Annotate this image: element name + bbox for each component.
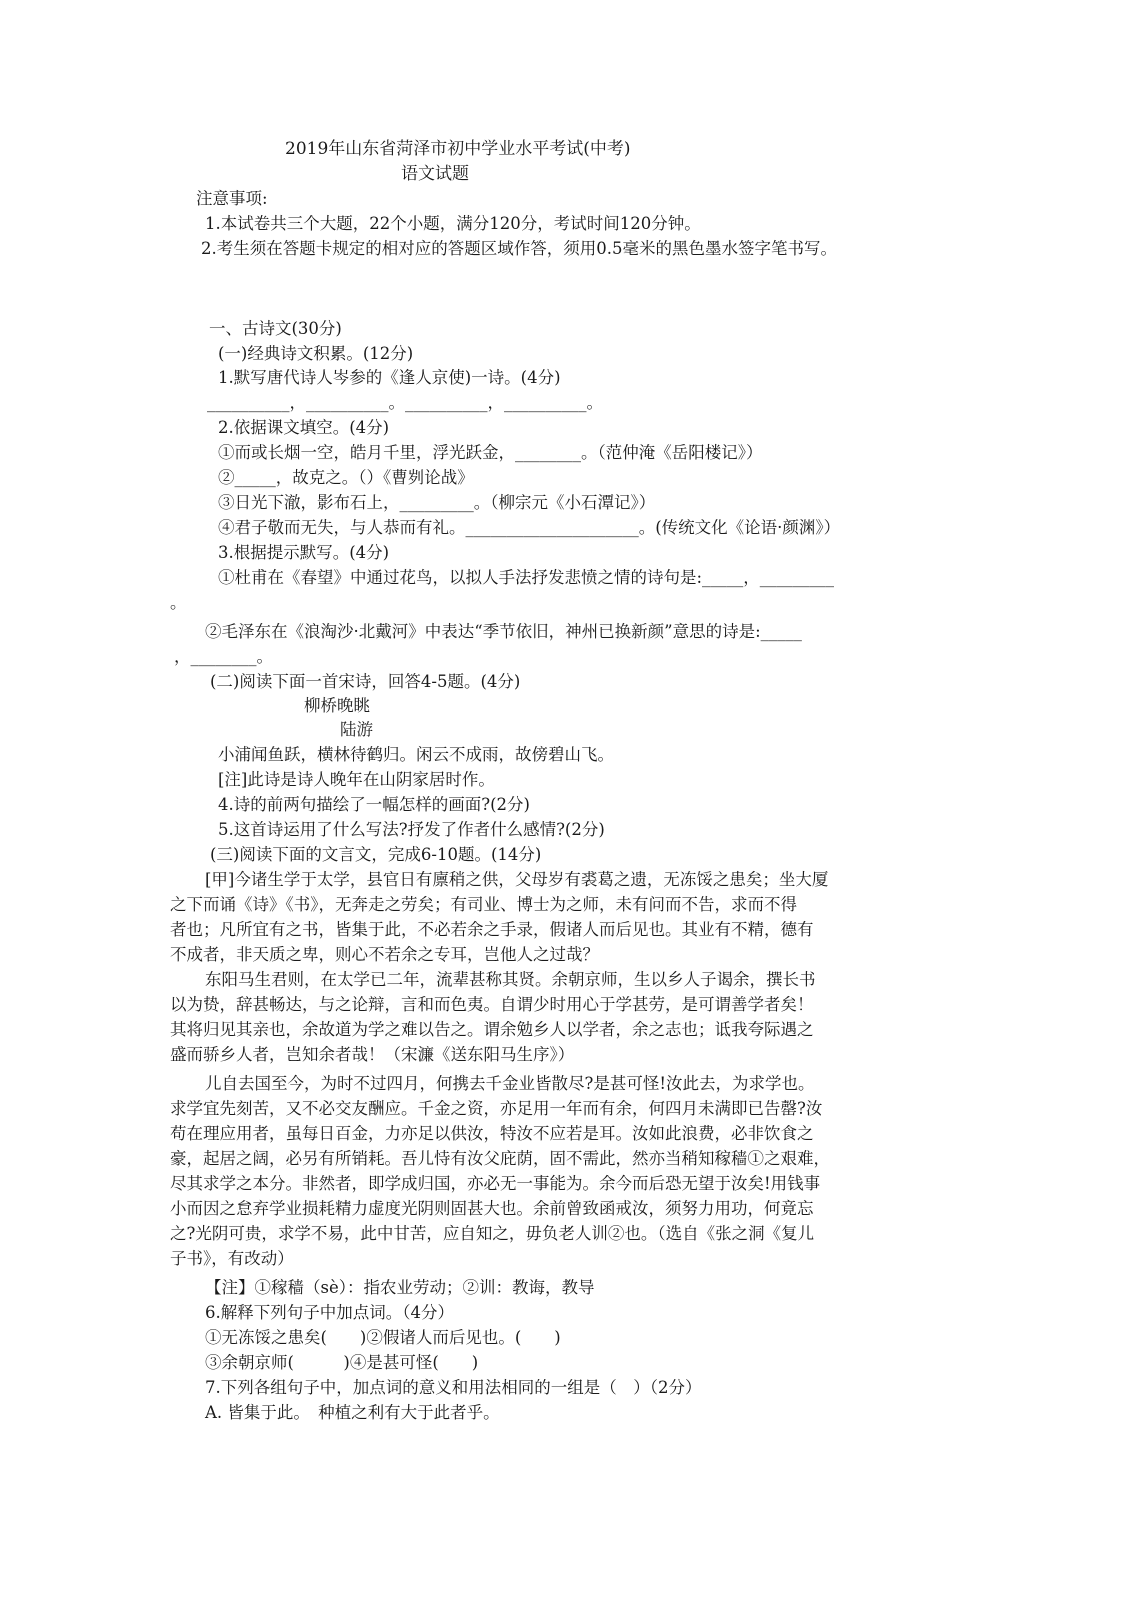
page-title: 2019年山东省菏泽市初中学业水平考试(中考) xyxy=(285,139,631,159)
question-3: 3.根据提示默写。(4分) xyxy=(218,543,390,562)
passage-notes: 【注】①稼穑（sè）：指农业劳动；②训：教诲，教导 xyxy=(205,1278,595,1297)
part-heading: (二)阅读下面一首宋诗，回答4-5题。(4分) xyxy=(210,672,521,691)
passage-line: 儿自去国至今，为时不过四月，何携去千金业皆散尽?是甚可怪!汝此去，为求学也。 xyxy=(205,1074,815,1093)
question-6-item: ③余朝京师( )④是甚可怪( ) xyxy=(205,1353,479,1372)
passage-line: 以为贽，辞甚畅达，与之论辩，言和而色夷。自谓少时用心于学甚劳，是可谓善学者矣！ xyxy=(170,995,814,1014)
notice-heading: 注意事项: xyxy=(196,189,268,208)
section-heading: 一、古诗文(30分) xyxy=(209,319,342,338)
passage-line: 之?光阴可贵，求学不易，此中甘苦，应自知之，毋负老人训②也。（选自《张之洞《复儿 xyxy=(170,1224,815,1243)
notice-item: 1.本试卷共三个大题，22个小题，满分120分，考试时间120分钟。 xyxy=(205,214,701,233)
question-2-item: ①而或长烟一空，皓月千里，浮光跃金，________。（范仲淹《岳阳楼记》） xyxy=(218,443,763,462)
question-2-item: ④君子敬而无失，与人恭而有礼。_____________________。(传统文化《论语·颜渊》） xyxy=(218,518,841,537)
passage-line: [甲]今诸生学于太学，县官日有廪稍之供，父母岁有裘葛之遗，无冻馁之患矣；坐大厦 xyxy=(205,870,829,889)
passage-line: 苟在理应用者，虽每日百金，力亦足以供汝，特汝不应若是耳。汝如此浪费，必非饮食之 xyxy=(170,1124,814,1143)
part-heading: (三)阅读下面的文言文，完成6-10题。(14分) xyxy=(210,845,542,864)
question-3-item: ①杜甫在《春望》中通过花鸟，以拟人手法抒发悲愤之情的诗句是:_____，_________ xyxy=(218,568,835,587)
question-3-item-continued: 。 xyxy=(170,593,187,612)
passage-line: 盛而骄乡人者，岂知余者哉！（宋濂《送东阳马生序》） xyxy=(170,1045,575,1064)
passage-line: 尽其求学之本分。非然者，即学成归国，亦必无一事能为。余今而后恐无望于汝矣!用钱事 xyxy=(170,1174,821,1193)
passage-line: 者也；凡所宜有之书，皆集于此，不必若余之手录，假诸人而后见也。其业有不精，德有 xyxy=(170,920,814,939)
passage-line: 之下而诵《诗》《书》，无奔走之劳矣；有司业、博士为之师，未有问而不告，求而不得 xyxy=(170,895,797,914)
question-3-item-continued: ，________。 xyxy=(174,647,273,666)
question-2-item: ③日光下澈，影布石上，_________。（柳宗元《小石潭记》） xyxy=(218,493,656,512)
part-heading: (一)经典诗文积累。(12分) xyxy=(218,344,414,363)
passage-line: 子书》，有改动） xyxy=(170,1249,294,1268)
passage-line: 豪，起居之阔，必另有所销耗。吾儿恃有汝父庇荫，固不需此，然亦当稍知稼穑①之艰难， xyxy=(170,1149,830,1168)
passage-line: 求学宜先刻苦，又不必交友酬应。千金之资，亦足用一年而有余，何四月未满即已告罄?汝 xyxy=(170,1099,823,1118)
passage-line: 小而因之怠弃学业损耗精力虚度光阴则固甚大也。余前曾致函戒汝，须努力用功，何竟忘 xyxy=(170,1199,814,1218)
poem-text: 小浦闻鱼跃，横林待鹤归。闲云不成雨，故傍碧山飞。 xyxy=(218,745,614,764)
poem-title: 柳桥晚眺 xyxy=(304,696,370,715)
question-4: 4.诗的前两句描绘了一幅怎样的画面?(2分) xyxy=(218,795,530,814)
question-2: 2.依据课文填空。(4分) xyxy=(218,418,390,437)
poem-author: 陆游 xyxy=(340,720,373,739)
question-2-item: ②_____，故克之。（）《曹刿论战》 xyxy=(218,468,474,487)
question-5: 5.这首诗运用了什么写法?抒发了作者什么感情?(2分) xyxy=(218,820,605,839)
passage-line: 其将归见其亲也，余故道为学之难以告之。谓余勉乡人以学者，余之志也；诋我夸际遇之 xyxy=(170,1020,814,1039)
question-1-blanks: __________，__________。__________，__________。 xyxy=(207,393,603,412)
notice-item: 2.考生须在答题卡规定的相对应的答题区域作答，须用0.5毫米的黑色墨水签字笔书写。 xyxy=(201,239,837,258)
question-7: 7.下列各组句子中，加点词的意义和用法相同的一组是（ ）（2分） xyxy=(205,1378,702,1397)
question-1: 1.默写唐代诗人岑参的《逢人京使)一诗。(4分) xyxy=(218,368,561,387)
question-7-option-a: A. 皆集于此。 种植之利有大于此者乎。 xyxy=(205,1403,500,1422)
page-subtitle: 语文试题 xyxy=(401,164,469,184)
question-6-item: ①无冻馁之患矣( )②假诸人而后见也。( ) xyxy=(205,1328,561,1347)
poem-note: [注]此诗是诗人晚年在山阴家居时作。 xyxy=(218,770,495,789)
question-6: 6.解释下列句子中加点词。（4分） xyxy=(205,1303,454,1322)
passage-line: 东阳马生君则，在太学已二年，流辈甚称其贤。余朝京师，生以乡人子谒余，撰长书 xyxy=(205,970,816,989)
question-3-item: ②毛泽东在《浪淘沙·北戴河》中表达“季节依旧，神州已换新颜”意思的诗是:_____ xyxy=(205,622,802,641)
passage-line: 不成者，非天质之卑，则心不若余之专耳，岂他人之过哉？ xyxy=(170,945,599,964)
